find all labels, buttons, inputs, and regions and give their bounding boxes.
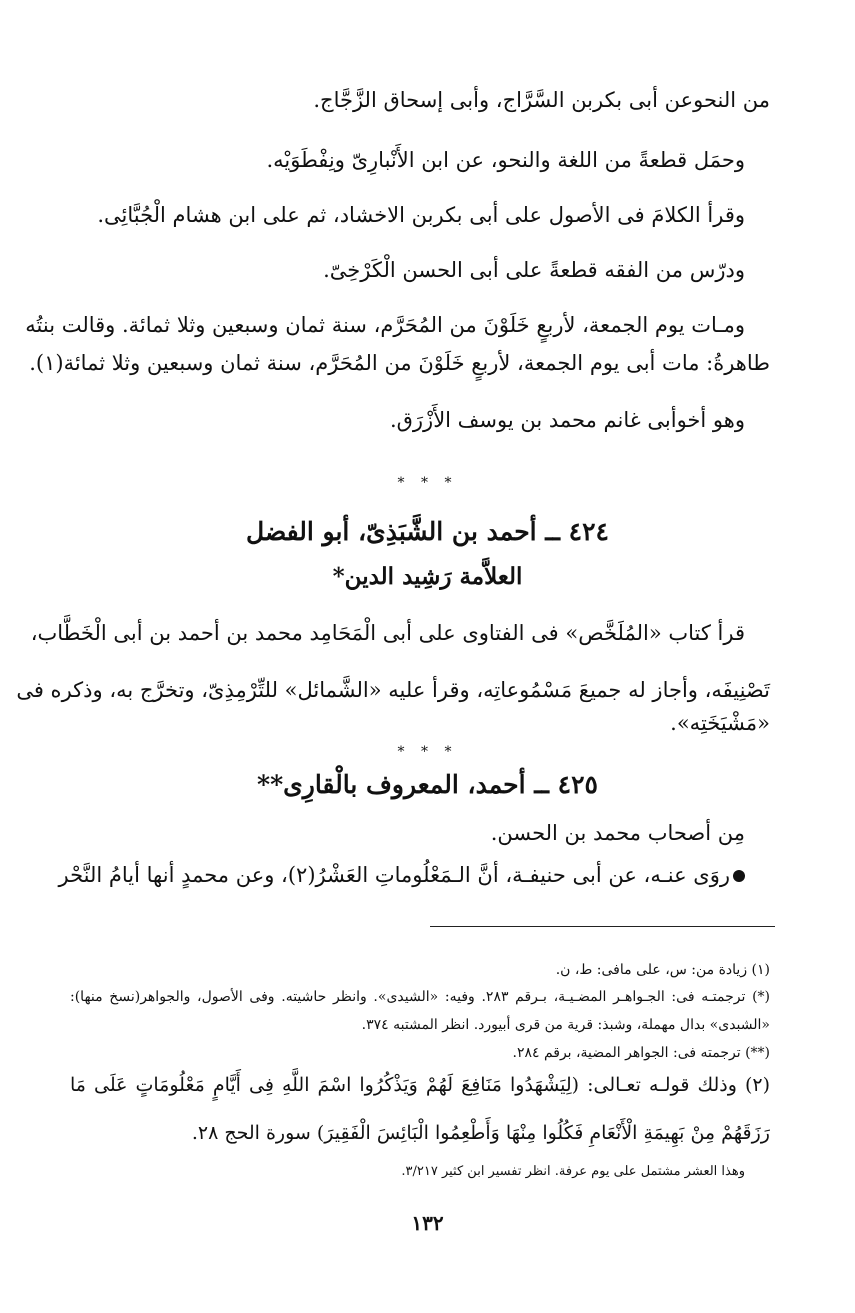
entry-425-line-2: روَى عنـه، عن أبى حنيفـة، أنَّ الـمَعْلُوماتِ العَشْرُ(٢)، وعن محمدٍ أنها أيامُ النَّحْر: [58, 863, 730, 887]
body-line-5: ومـات يوم الجمعة، لأربعٍ خَلَوْنَ من المُحَرَّم، سنة ثمان وسبعين وثلا ثمائة. وقالت بنتُه: [25, 313, 745, 337]
section-separator: * * *: [397, 744, 458, 760]
entry-424-subtitle: العلاَّمة رَشِيد الدين*: [332, 563, 523, 590]
bullet-marker: [733, 870, 745, 882]
entry-424-line-2: تَصْنِيفَه، وأجاز له جميعَ مَسْمُوعاتِه، وقرأ عليه «الشَّمائل» للتِّرْمِذِىّ، وتخرَّج به، وذكره فى: [16, 678, 770, 702]
entry-424-title: ٤٢٤ ــ أحمد بن الشَّبَذِىّ، أبو الفضل: [246, 517, 609, 546]
body-line-7: وهو أخوأبى غانم محمد بن يوسف الأَزْرَق.: [389, 408, 745, 432]
footnote-2-line-1: (*) ترجمتـه فى: الجـواهـر المضـيـة، بـرقم ٢٨٣. وفيه: «الشيدى». وانظر حاشيته. وفى الأصول، والجواهر(نسخ منها):: [70, 989, 771, 1005]
body-line-2: وحمَل قطعةً من اللغة والنحو، عن ابن الأَنْبارِىّ ونِفْطَوَيْه.: [266, 148, 745, 172]
entry-424-line-1: قرأ كتاب «المُلَخَّص» فى الفتاوى على أبى الْمَحَامِد محمد بن أحمد بن أبى الْخَطَّاب،: [30, 621, 745, 645]
body-line-1: من النحوعن أبى بكربن السَّرَّاج، وأبى إسحاق الزَّجَّاج.: [313, 88, 770, 112]
body-line-3: وقرأ الكلامَ فى الأصول على أبى بكربن الاخشاد، ثم على ابن هشام الْجُبَّائِى.: [97, 203, 745, 227]
page-number: ١٣٢: [411, 1211, 444, 1235]
body-line-4: ودرّس من الفقه قطعةً على أبى الحسن الْكَرْخِىّ.: [323, 258, 745, 282]
footnote-divider: [430, 926, 775, 927]
entry-424-line-3: «مَشْيَخَتِه».: [670, 711, 770, 735]
footnote-4-line-2: رَزَقَهُمْ مِنْ بَهِيمَةِ الْأَنْعَامِ فَكُلُوا مِنْهَا وَأَطْعِمُوا الْبَائِسَ الْفَقِيرَ) سورة الحج ٢٨.: [191, 1122, 770, 1144]
footnote-1: (١) زيادة من: س، على مافى: ط، ن.: [555, 962, 770, 978]
entry-425-title: ٤٢٥ ــ أحمد، المعروف بالْقارِى**: [257, 770, 598, 799]
entry-425-line-1: مِن أصحاب محمد بن الحسن.: [490, 821, 745, 845]
section-separator: * * *: [397, 475, 458, 491]
footnote-2-line-2: «الشبدى» بدال مهملة، وشبذ: قرية من قرى أبيورد. انظر المشتبه ٣٧٤.: [361, 1017, 770, 1033]
body-line-6: طاهرةُ: مات أبى يوم الجمعة، لأربعٍ خَلَوْنَ من المُحَرَّم، سنة ثمان وسبعين وثلا ثمائة(١).: [29, 351, 770, 375]
footnote-3: (**) ترجمته فى: الجواهر المضية، برقم ٢٨٤.: [512, 1045, 770, 1061]
footnote-4-line-3: وهذا العشر مشتمل على يوم عرفة. انظر تفسير ابن كثير ٣/٢١٧.: [401, 1164, 745, 1179]
footnote-4-line-1: (٢) وذلك قولـه تعـالى: (لِيَشْهَدُوا مَنَافِعَ لَهُمْ وَيَذْكُرُوا اسْمَ اللَّهِ فِى أَيَّامٍ مَعْلُومَاتٍ عَلَى مَا: [70, 1074, 770, 1096]
